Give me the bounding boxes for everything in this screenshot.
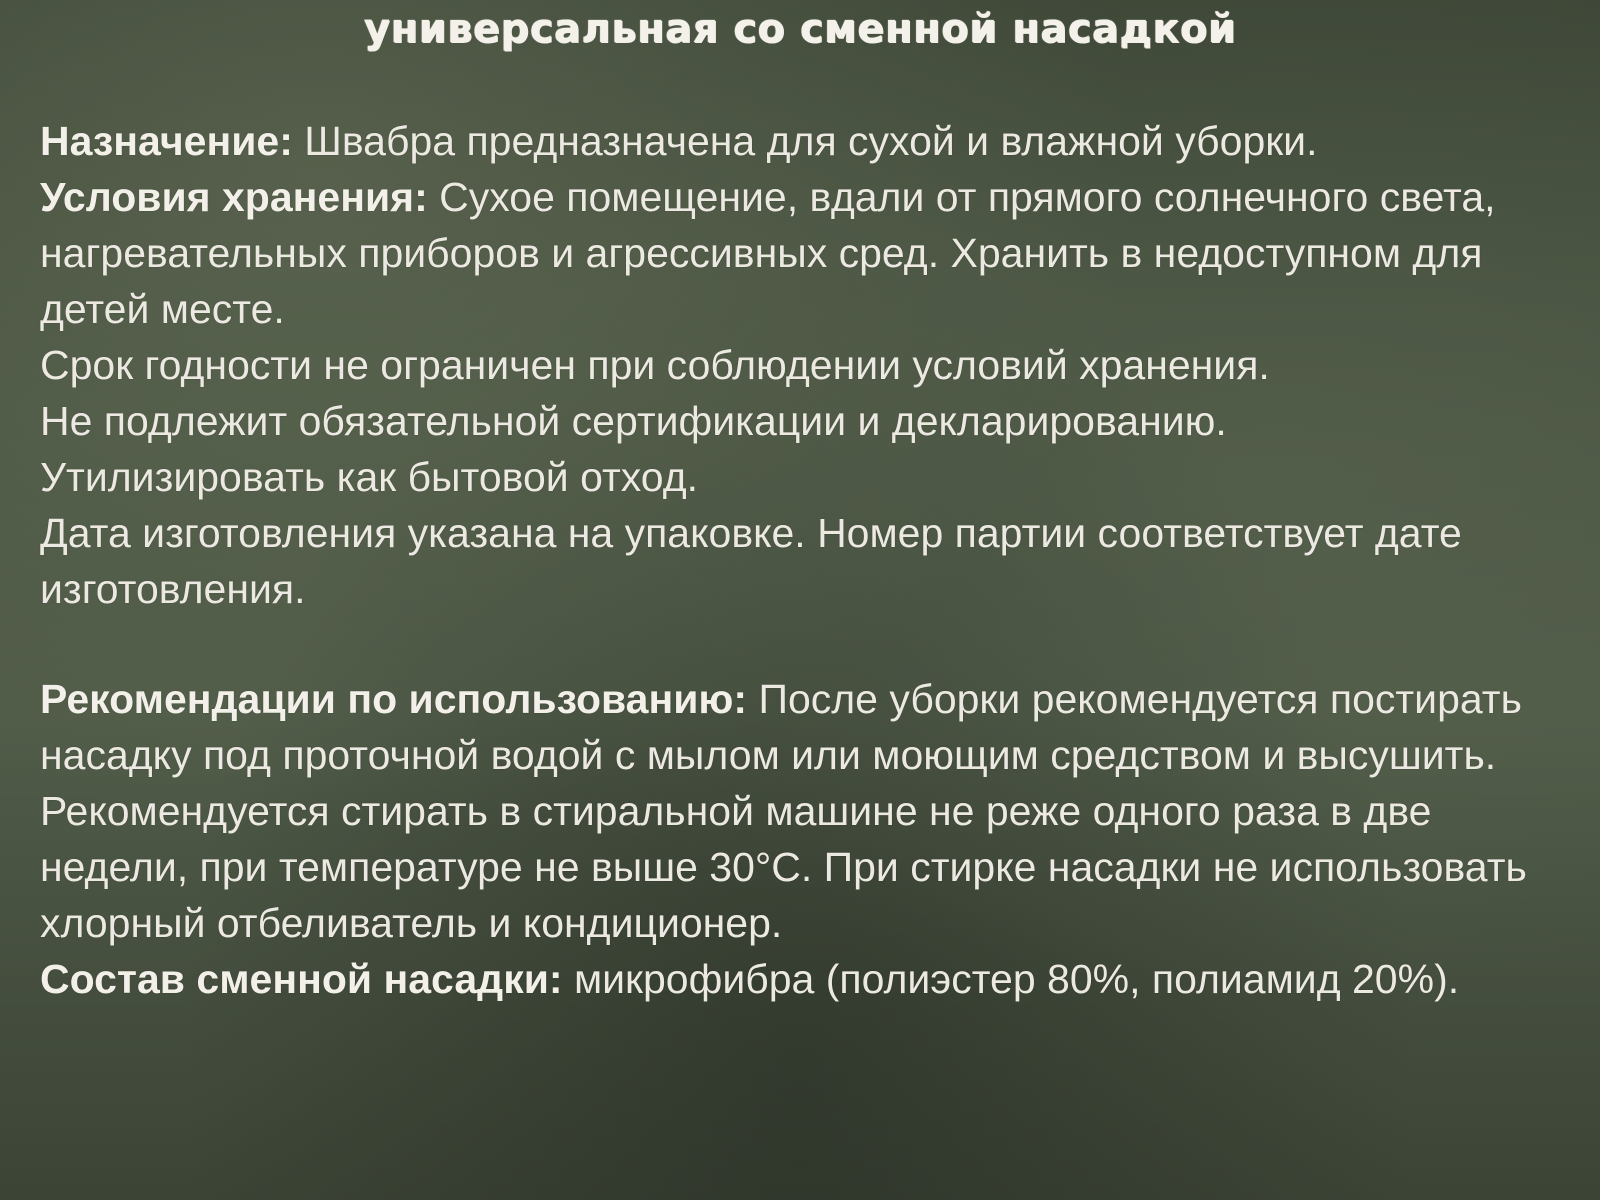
purpose-paragraph bbox=[40, 113, 1580, 169]
label-content bbox=[40, 113, 1580, 1007]
usage-paragraph bbox=[40, 671, 1580, 951]
composition-text: микрофибра (полиэстер 80%, полиамид 20%). bbox=[562, 956, 1460, 1002]
manufacture-date-text: Дата изготовления указана на упаковке. Номер партии соответствует дате изготовления. bbox=[40, 510, 1462, 612]
storage-text: Сухое помещение, вдали от прямого солнечного света, нагревательных приборов и агрессивных сред. Хранить в недоступном для детей месте. bbox=[40, 174, 1496, 332]
usage-heading: Рекомендации по использованию: bbox=[40, 676, 748, 722]
storage-paragraph bbox=[40, 169, 1580, 337]
composition-paragraph bbox=[40, 951, 1580, 1007]
shelf-life-text: Срок годности не ограничен при соблюдении условий хранения. bbox=[40, 342, 1270, 388]
label-title: универсальная со сменной насадкой bbox=[363, 6, 1237, 52]
purpose-text: Швабра предназначена для сухой и влажной уборки. bbox=[292, 118, 1318, 164]
certification-text: Не подлежит обязательной сертификации и декларированию. bbox=[40, 398, 1227, 444]
disposal-text: Утилизировать как бытовой отход. bbox=[40, 454, 699, 500]
composition-heading: Состав сменной насадки: bbox=[40, 956, 563, 1002]
storage-heading: Условия хранения: bbox=[40, 174, 428, 220]
purpose-heading: Назначение: bbox=[40, 118, 293, 164]
usage-text: После уборки рекомендуется постирать насадку под проточной водой с мылом или моющим средством и высушить. Рекомендуется стирать в стиральной машине не реже одного раза в две недели, при температуре не выше 30°С. При стирке насадки не использовать хлорный отбеливатель и кондиционер. bbox=[40, 676, 1527, 946]
